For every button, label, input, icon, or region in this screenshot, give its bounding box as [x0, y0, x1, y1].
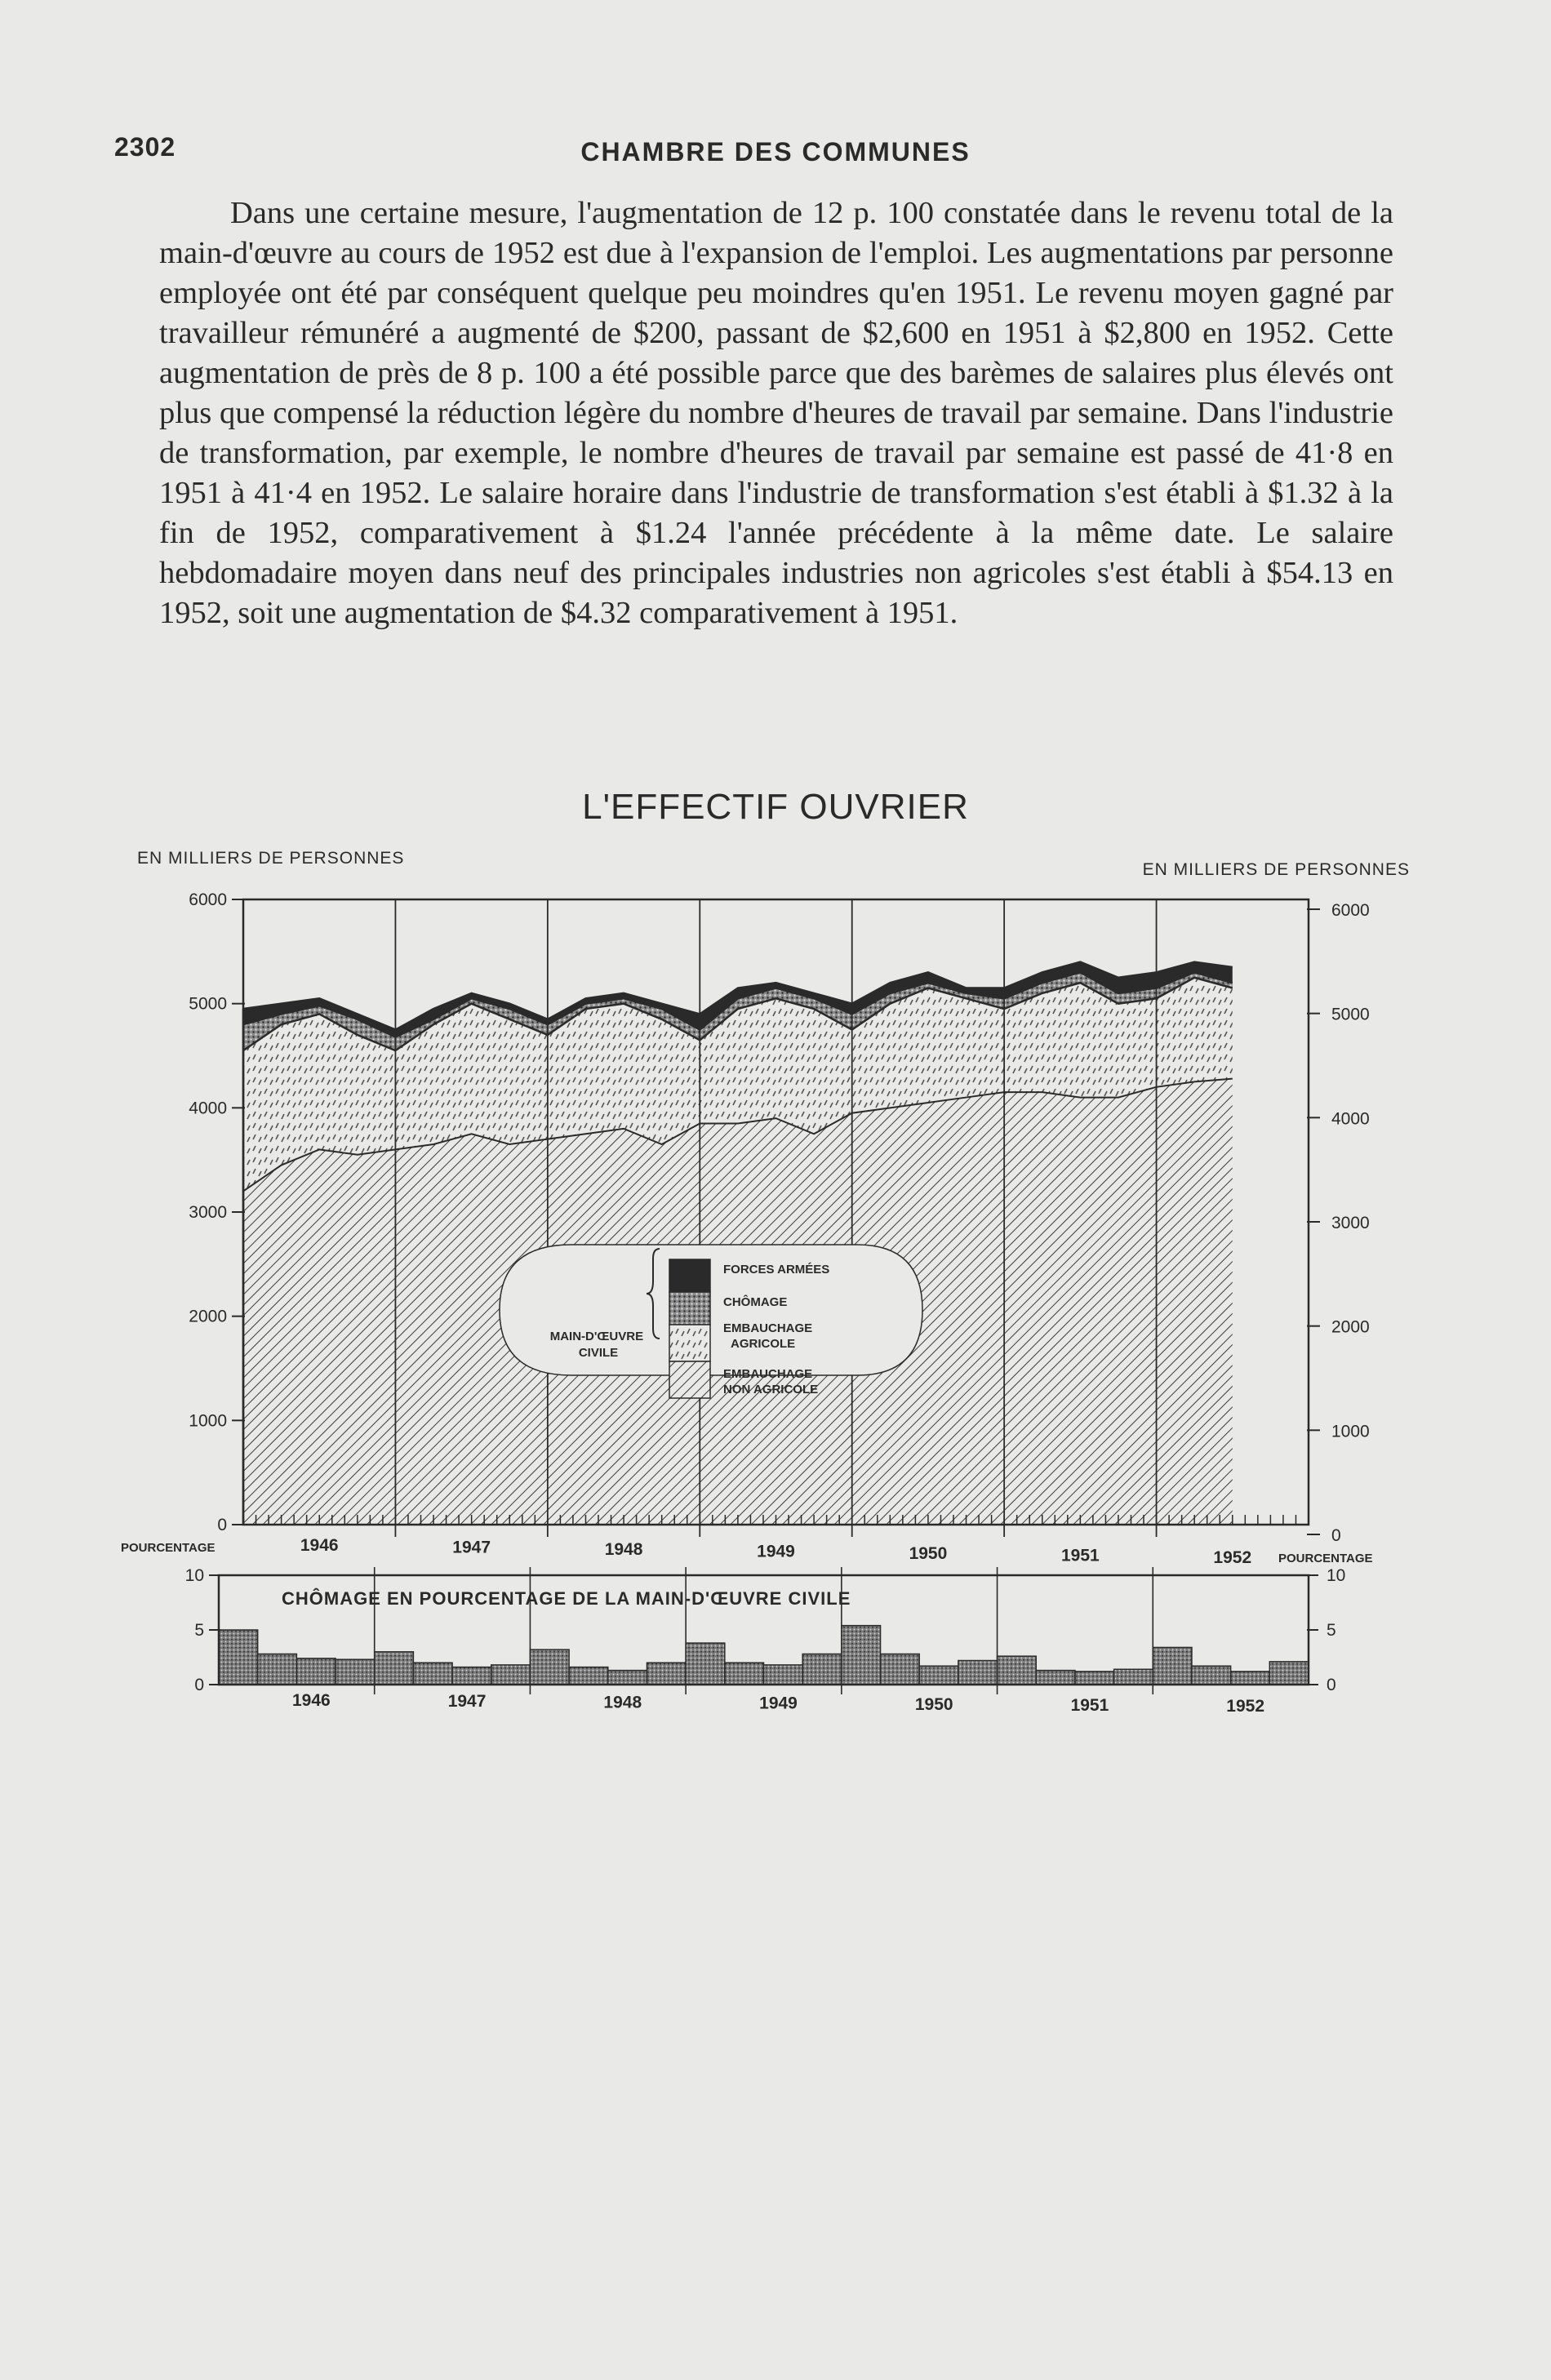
unemployment-bar — [296, 1658, 336, 1685]
bar-right-tick-label: 10 — [1327, 1566, 1346, 1585]
bar-right-unit-label: POURCENTAGE — [1278, 1552, 1373, 1565]
bar-right-axis-ticks — [1307, 1566, 1345, 1694]
unemployment-bar — [1114, 1669, 1153, 1685]
legend-swatch-agricultural — [669, 1325, 710, 1361]
unemployment-bar — [336, 1659, 375, 1685]
unemployment-bar-chart — [185, 1566, 1346, 1716]
left-tick-label: 6000 — [189, 890, 227, 909]
legend-swatch-armed-forces — [669, 1259, 710, 1292]
left-tick-label: 5000 — [189, 994, 227, 1014]
legend-label-armed-forces: FORCES ARMÉES — [723, 1263, 830, 1277]
main-year-label: 1946 — [300, 1536, 339, 1555]
stacked-area-layers — [243, 962, 1233, 1525]
unemployment-bar — [491, 1665, 531, 1685]
main-year-label: 1950 — [909, 1544, 948, 1563]
unemployment-bar — [530, 1650, 569, 1685]
right-axis-unit-label: EN MILLIERS DE PERSONNES — [1142, 860, 1410, 879]
chart-legend — [500, 1245, 922, 1398]
right-tick-label: 4000 — [1331, 1109, 1370, 1129]
main-area-chart — [189, 890, 1369, 1567]
unemployment-bar — [881, 1654, 920, 1685]
bars — [219, 1626, 1309, 1685]
left-tick-label: 2000 — [189, 1307, 227, 1326]
main-year-label: 1949 — [757, 1542, 795, 1561]
right-tick-label: 2000 — [1331, 1317, 1370, 1337]
unemployment-bar — [647, 1663, 686, 1685]
legend-label-unemployment: CHÔMAGE — [723, 1295, 788, 1309]
legend-balloon — [500, 1245, 922, 1375]
unemployment-bar — [1036, 1671, 1075, 1685]
bar-year-label: 1948 — [603, 1693, 642, 1712]
right-axis-ticks — [1307, 901, 1370, 1545]
bar-year-label: 1950 — [914, 1694, 953, 1714]
main-year-label: 1952 — [1213, 1548, 1252, 1567]
unemployment-bar — [1192, 1666, 1231, 1685]
left-tick-label: 0 — [217, 1516, 227, 1534]
right-tick-label: 1000 — [1331, 1422, 1370, 1441]
unemployment-bar — [998, 1656, 1037, 1685]
chart-title: L'EFFECTIF OUVRIER — [582, 787, 969, 827]
unemployment-bar — [375, 1652, 414, 1685]
left-tick-label: 3000 — [189, 1203, 227, 1222]
bar-year-label: 1952 — [1226, 1697, 1265, 1716]
unemployment-bar — [919, 1666, 958, 1685]
right-tick-label: 3000 — [1331, 1214, 1370, 1232]
unemployment-bar — [258, 1654, 297, 1685]
unemployment-bar — [608, 1671, 647, 1685]
right-tick-label: 5000 — [1331, 1005, 1370, 1024]
bar-left-tick-label: 0 — [194, 1676, 204, 1694]
unemployment-bar — [452, 1667, 491, 1685]
bar-year-label: 1947 — [447, 1692, 487, 1712]
legend-civilian-label: MAIN-D'ŒUVRE CIVILE — [549, 1330, 644, 1360]
unemployment-bar — [1153, 1647, 1192, 1685]
bar-left-tick-label: 5 — [194, 1621, 204, 1640]
legend-label-non-agricultural: EMBAUCHAGE NON AGRICOLE — [723, 1367, 819, 1396]
bar-left-tick-label: 10 — [184, 1566, 204, 1585]
unemployment-bar — [569, 1667, 608, 1685]
bar-year-label: 1951 — [1070, 1696, 1109, 1715]
running-title: CHAMBRE DES COMMUNES — [580, 137, 971, 167]
unemployment-bar — [1075, 1672, 1114, 1685]
main-year-label: 1951 — [1060, 1546, 1100, 1565]
unemployment-bar — [958, 1661, 998, 1685]
right-tick-label: 0 — [1331, 1526, 1341, 1545]
unemployment-bar — [1231, 1672, 1270, 1685]
legend-swatch-non-agricultural — [669, 1361, 710, 1398]
unemployment-bar — [1269, 1662, 1309, 1685]
unemployment-bar — [219, 1630, 258, 1685]
bar-year-labels — [292, 1691, 1264, 1716]
main-year-label: 1947 — [452, 1538, 491, 1557]
left-tick-label: 4000 — [189, 1099, 227, 1118]
bar-chart-title: CHÔMAGE EN POURCENTAGE DE LA MAIN-D'ŒUVRE CIVILE — [282, 1588, 851, 1609]
bar-year-label: 1949 — [759, 1694, 798, 1713]
legend-swatch-unemployment — [669, 1292, 710, 1325]
unemployment-bar — [413, 1663, 452, 1685]
main-year-labels — [300, 1536, 1251, 1567]
main-year-label: 1948 — [604, 1540, 643, 1559]
right-tick-label: 6000 — [1331, 901, 1370, 920]
unemployment-bar — [842, 1626, 881, 1685]
bar-right-tick-label: 0 — [1327, 1676, 1336, 1694]
left-axis-ticks — [189, 890, 245, 1534]
page-number: 2302 — [114, 132, 176, 162]
unemployment-bar — [725, 1663, 764, 1685]
unemployment-bar — [686, 1643, 725, 1685]
left-axis-unit-label: EN MILLIERS DE PERSONNES — [137, 849, 405, 868]
unemployment-bar — [802, 1654, 842, 1685]
bar-right-tick-label: 5 — [1327, 1621, 1336, 1640]
body-paragraph: Dans une certaine mesure, l'augmentation de 12 p. 100 constatée dans le revenu total de la main-d'œuvre au cours de 1952 est due à l'expansion de l'emploi. Les augmentations par personne employée ont été par conséquent quelque peu moindres qu'en 1951. Le revenu moyen gagné par travailleur rémunéré a augmenté de $200, passant de $2,600 en 1951 à $2,800 en 1952. Cette augmentation de près de 8 p. 100 a été possible parce que des barèmes de salaires plus élevés ont plus que compensé la réduction légère du nombre d'heures de travail par semaine. Dans l'industrie de transformation, par exemple, le nombre d'heures de travail par semaine est passé de 41·8 en 1951 à 41·4 en 1952. Le salaire horaire dans l'industrie de transformation s'est établi à $1.32 à la fin de 1952, comparativement à $1.24 l'année précédente à la même date. Le salaire hebdomadaire moyen dans neuf des principales industries non agricoles s'est établi à $54.13 en 1952, soit une augmentation de $4.32 comparativement à 1951. — [159, 196, 1393, 630]
left-tick-label: 1000 — [189, 1411, 227, 1431]
bar-left-unit-label: POURCENTAGE — [121, 1541, 216, 1555]
unemployment-bar — [764, 1665, 803, 1685]
bar-left-axis-ticks — [185, 1566, 220, 1694]
legend-label-agricultural: EMBAUCHAGE AGRICOLE — [723, 1321, 813, 1351]
bar-year-label: 1946 — [291, 1691, 331, 1710]
